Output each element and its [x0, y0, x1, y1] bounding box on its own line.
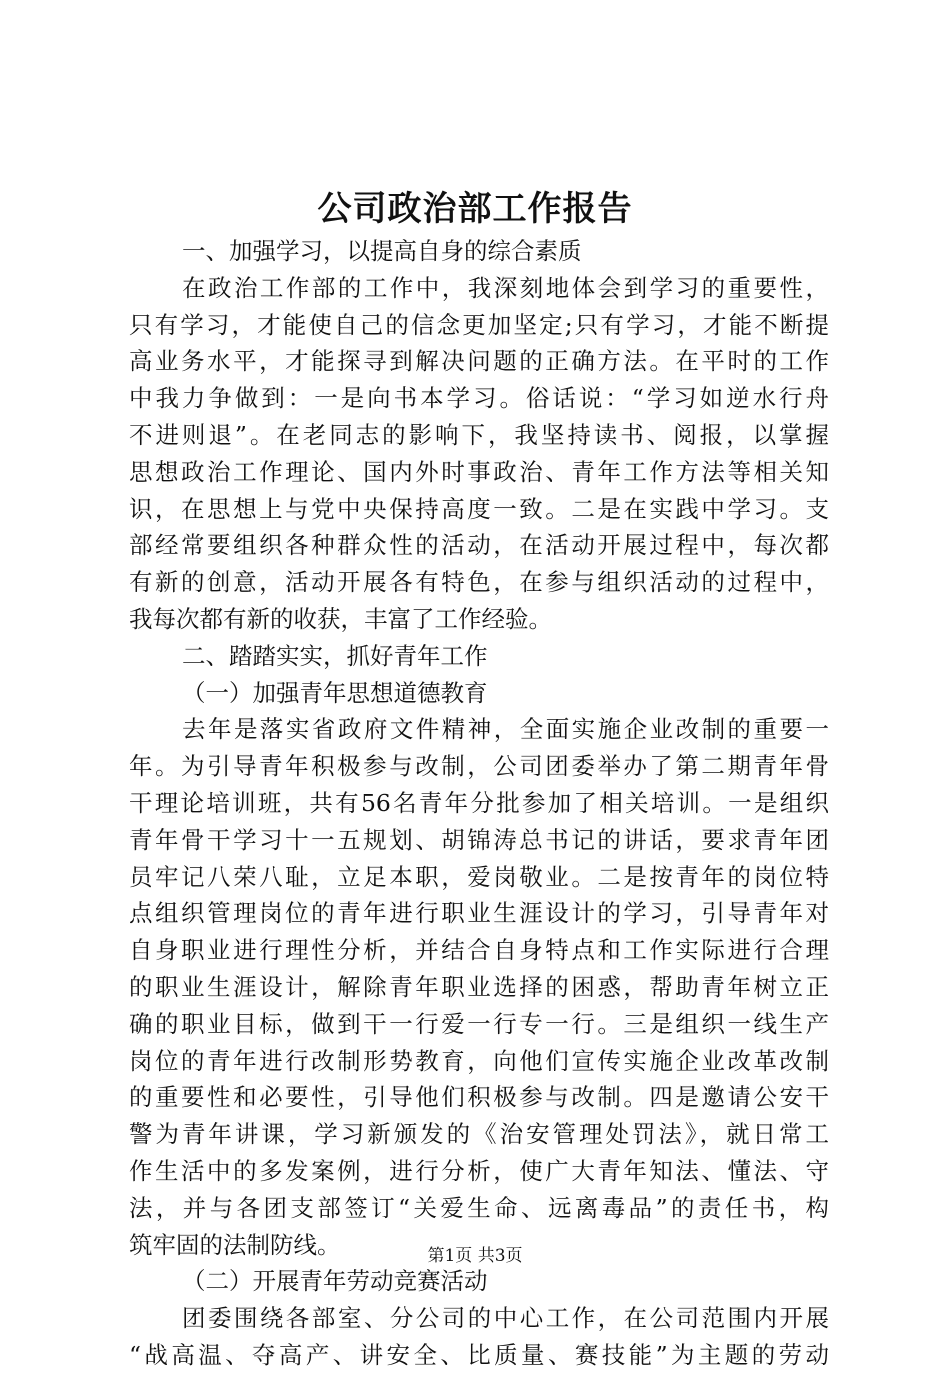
- paragraph-line: 法，并与各团支部签订“关爱生命、远离毒品”的责任书，构: [129, 1193, 829, 1222]
- paragraph-line: 在政治工作部的工作中，我深刻地体会到学习的重要性，: [182, 273, 829, 302]
- document-body: [129, 233, 829, 1374]
- paragraph-line: 确的职业目标，做到干一行爱一行专一行。三是组织一线生产: [129, 1009, 829, 1038]
- paragraph-line: 思想政治工作理论、国内外时事政治、青年工作方法等相关知: [129, 457, 829, 486]
- paragraph-line: 点组织管理岗位的青年进行职业生涯设计的学习，引导青年对: [129, 899, 829, 928]
- paragraph-line: 我每次都有新的收获，丰富了工作经验。: [129, 604, 552, 633]
- paragraph-line: 中我力争做到：一是向书本学习。俗话说：“学习如逆水行舟: [129, 384, 829, 413]
- paragraph-line: 青年骨干学习十一五规划、胡锦涛总书记的讲话，要求青年团: [129, 825, 829, 854]
- paragraph-line: 筑牢固的法制防线。: [129, 1230, 341, 1259]
- paragraph-line: 警为青年讲课，学习新颁发的《治安管理处罚法》，就日常工: [129, 1120, 829, 1149]
- section-heading: 一、加强学习，以提高自身的综合素质: [182, 237, 582, 265]
- document-title: 公司政治部工作报告: [317, 189, 633, 229]
- paragraph-line: 岗位的青年进行改制形势教育，向他们宣传实施企业改革改制: [129, 1046, 829, 1075]
- paragraph-line: 不进则退”。在老同志的影响下，我坚持读书、阅报，以掌握: [129, 420, 829, 449]
- paragraph-line: 高业务水平，才能探寻到解决问题的正确方法。在平时的工作: [129, 347, 829, 376]
- paragraph-line: 团委围绕各部室、分公司的中心工作，在公司范围内开展: [182, 1304, 829, 1333]
- paragraph-line: 只有学习，才能使自己的信念更加坚定;只有学习，才能不断提: [129, 310, 829, 339]
- section-heading: 二、踏踏实实，抓好青年工作: [182, 641, 488, 670]
- paragraph-line: 自身职业进行理性分析，并结合自身特点和工作实际进行合理: [129, 936, 829, 965]
- subsection-heading: （二）开展青年劳动竞赛活动: [182, 1267, 488, 1296]
- paragraph-line: 部经常要组织各种群众性的活动，在活动开展过程中，每次都: [129, 531, 829, 560]
- paragraph-line: “战高温、夺高产、讲安全、比质量、赛技能”为主题的劳动: [129, 1340, 829, 1369]
- paragraph-line: 识，在思想上与党中央保持高度一致。二是在实践中学习。支: [129, 494, 829, 523]
- subsection-heading: （一）加强青年思想道德教育: [182, 678, 488, 707]
- paragraph-line: 有新的创意，活动开展各有特色，在参与组织活动的过程中，: [129, 568, 829, 597]
- paragraph-line: 年。为引导青年积极参与改制，公司团委举办了第二期青年骨: [129, 752, 829, 781]
- paragraph-line: 干理论培训班，共有56名青年分批参加了相关培训。一是组织: [129, 788, 829, 817]
- paragraph-line: 作生活中的多发案例，进行分析，使广大青年知法、懂法、守: [129, 1156, 829, 1185]
- paragraph-line: 的职业生涯设计，解除青年职业选择的困惑，帮助青年树立正: [129, 972, 829, 1001]
- page-number-footer: 第1页 共3页: [427, 1246, 523, 1266]
- paragraph-line: 的重要性和必要性，引导他们积极参与改制。四是邀请公安干: [129, 1083, 829, 1112]
- paragraph-line: 去年是落实省政府文件精神，全面实施企业改制的重要一: [182, 715, 829, 744]
- paragraph-line: 员牢记八荣八耻，立足本职，爱岗敬业。二是按青年的岗位特: [129, 862, 829, 891]
